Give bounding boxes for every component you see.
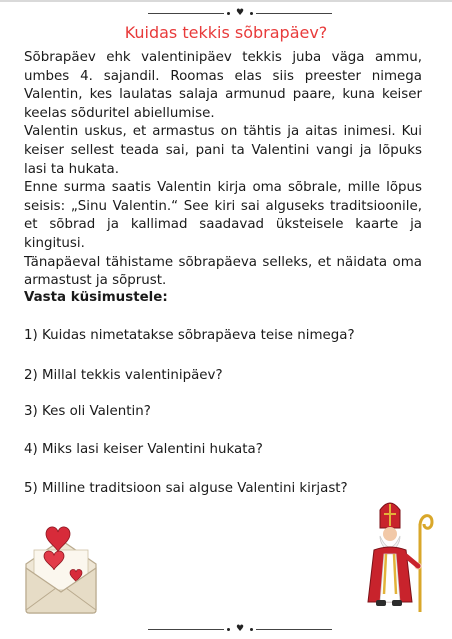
paragraph: Tänapäeval tähistame sõbrapäeva selleks, et näidata oma armastust ja sõprust. [24,254,422,289]
top-divider [148,6,332,20]
question-item: 4) Miks lasi keiser Valentini hukata? [24,442,263,457]
question-item: 5) Milline traditsioon sai alguse Valentini kirjast? [24,481,348,496]
question-item: 2) Millal tekkis valentinipäev? [24,368,223,383]
heart-divider-icon: ♥ [235,7,245,18]
bottom-divider [148,622,332,636]
heart-divider-icon: ♥ [235,623,245,634]
questions-heading: Vasta küsimustele: [24,290,168,305]
page-top-border [0,0,452,2]
paragraph: Valentin uskus, et armastus on tähtis ja aitas inimesi. Kui keiser sellest teada sai, pani ta Valentini vangi ja lõpuks lasi ta hukata. [24,124,422,177]
envelope-hearts-icon [20,520,102,616]
paragraph: Sõbrapäev ehk valentinipäev tekkis juba väga ammu, umbes 4. sajandil. Roomas elas siis preester nimega Valentin, kes laulatas salaja armunud paare, kuna keiser keelas sõduritel abiellumise. [24,50,422,121]
saint-valentine-figure [356,494,436,614]
paragraph: Enne surma saatis Valentin kirja oma sõbrale, mille lõpus seisis: „Sinu Valentin.“ See kiri sai alguseks traditsioonile, et sõbrad ja kallimad saadavad üksteisele kaarte ja kingitusi. [24,180,422,251]
question-item: 1) Kuidas nimetatakse sõbrapäeva teise nimega? [24,328,355,343]
page-title: Kuidas tekkis sõbrapäev? [124,23,328,42]
article-body [24,49,422,291]
question-item: 3) Kes oli Valentin? [24,404,151,419]
